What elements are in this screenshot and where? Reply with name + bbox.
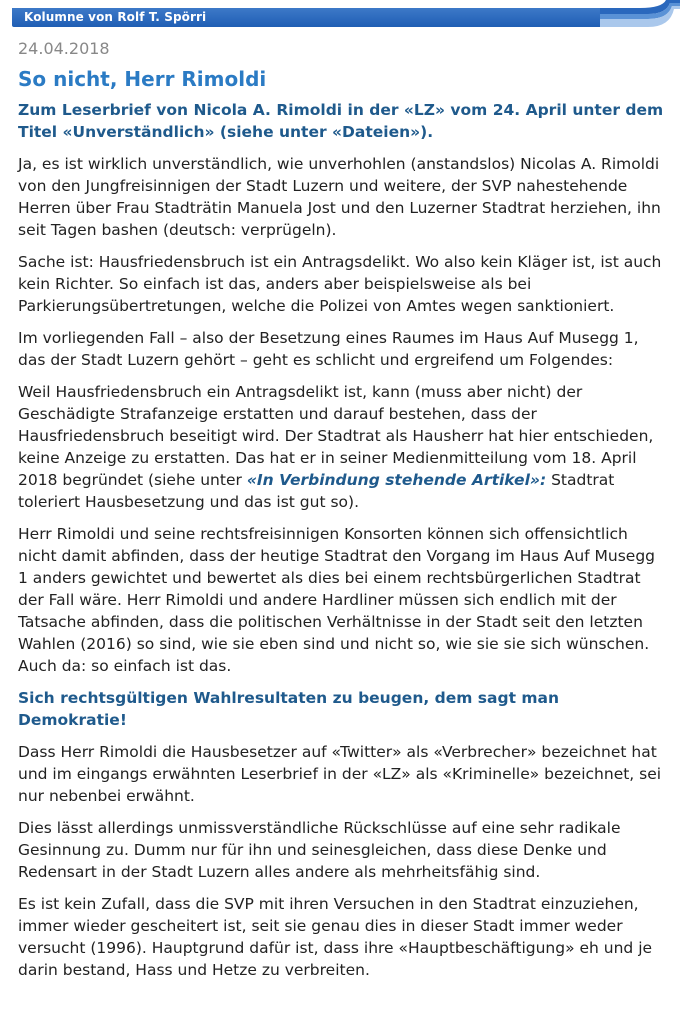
column-author-label: Kolumne von Rolf T. Spörri bbox=[24, 10, 207, 24]
paragraph-4 bbox=[18, 381, 668, 513]
article-date: 24.04.2018 bbox=[18, 39, 110, 58]
paragraph-2: Sache ist: Hausfriedensbruch ist ein Antragsdelikt. Wo also kein Kläger ist, ist auch kein Richter. So einfach ist das, anders aber beispielsweise als bei Parkierungsübertretungen, welche die Polizei von Amtes wegen sanktioniert. bbox=[18, 253, 662, 315]
article-lead: Zum Leserbrief von Nicola A. Rimoldi in der «LZ» vom 24. April unter dem Titel «Unverständlich» (siehe unter «Dateien»). bbox=[18, 101, 664, 141]
header-curve-decoration bbox=[600, 0, 680, 30]
paragraph-4-text-before: Weil Hausfriedensbruch ein Antragsdelikt ist, kann (muss aber nicht) der Geschädigte Strafanzeige erstatten und darauf bestehen, dass der Hausfriedensbruch beseitigt wird. Der Stadtrat als Hausherr hat hier entschieden, keine Anzeige zu erstatten. Das hat er in seiner Medienmitteilung vom 18. April 2018 begründet (siehe unter bbox=[18, 383, 654, 489]
article-body bbox=[18, 38, 668, 991]
article-title: So nicht, Herr Rimoldi bbox=[18, 67, 267, 91]
paragraph-6: Dass Herr Rimoldi die Hausbesetzer auf «Twitter» als «Verbrecher» bezeichnet hat und im eingangs erwähnten Leserbrief in der «LZ» als «Kriminelle» bezeichnet, sei nur nebenbei erwähnt. bbox=[18, 743, 662, 805]
paragraph-4-text-after: Stadtrat toleriert Hausbesetzung und das ist gut so). bbox=[18, 471, 615, 511]
paragraph-1: Ja, es ist wirklich unverständlich, wie unverhohlen (anstandslos) Nicolas A. Rimoldi von den Jungfreisinnigen der Stadt Luzern und weitere, der SVP nahestehende Herren über Frau Stadträtin Manuela Jost und den Luzerner Stadtrat herziehen, ihn seit Tagen bashen (deutsch: verprügeln). bbox=[18, 155, 661, 239]
paragraph-3: Im vorliegenden Fall – also der Besetzung eines Raumes im Haus Auf Musegg 1, das der Stadt Luzern gehört – geht es schlicht und ergreifend um Folgendes: bbox=[18, 329, 639, 369]
paragraph-7: Dies lässt allerdings unmissverständliche Rückschlüsse auf eine sehr radikale Gesinnung zu. Dumm nur für ihn und seinesgleichen, dass diese Denke und Redensart in der Stadt Luzern alles andere als mehrheitsfähig sind. bbox=[18, 819, 621, 881]
paragraph-5: Herr Rimoldi und seine rechtsfreisinnigen Konsorten können sich offensichtlich nicht damit abfinden, dass der heutige Stadtrat den Vorgang im Haus Auf Musegg 1 anders gewichtet und bewertet als dies bei einem rechtsbürgerlichen Stadtrat der Fall wäre. Herr Rimoldi und andere Hardliner müssen sich endlich mit der Tatsache abfinden, dass die politischen Verhältnisse in der Stadt seit den letzten Wahlen (2016) so sind, wie sie eben sind und nicht so, wie sie sie sich wünschen. Auch da: so einfach ist das. bbox=[18, 525, 656, 675]
paragraph-8: Es ist kein Zufall, dass die SVP mit ihren Versuchen in den Stadtrat einzuziehen, immer wieder gescheitert ist, seit sie genau dies in dieser Stadt immer weder versucht (1996). Hauptgrund dafür ist, dass ihre «Hauptbeschäftigung» eh und je darin bestand, Hass und Hetze zu verbreiten. bbox=[18, 895, 653, 979]
column-header bbox=[0, 0, 680, 34]
related-articles-link[interactable]: «In Verbindung stehende Artikel»: bbox=[246, 471, 547, 489]
article-subheading: Sich rechtsgültigen Wahlresultaten zu beugen, dem sagt man Demokratie! bbox=[18, 689, 560, 729]
